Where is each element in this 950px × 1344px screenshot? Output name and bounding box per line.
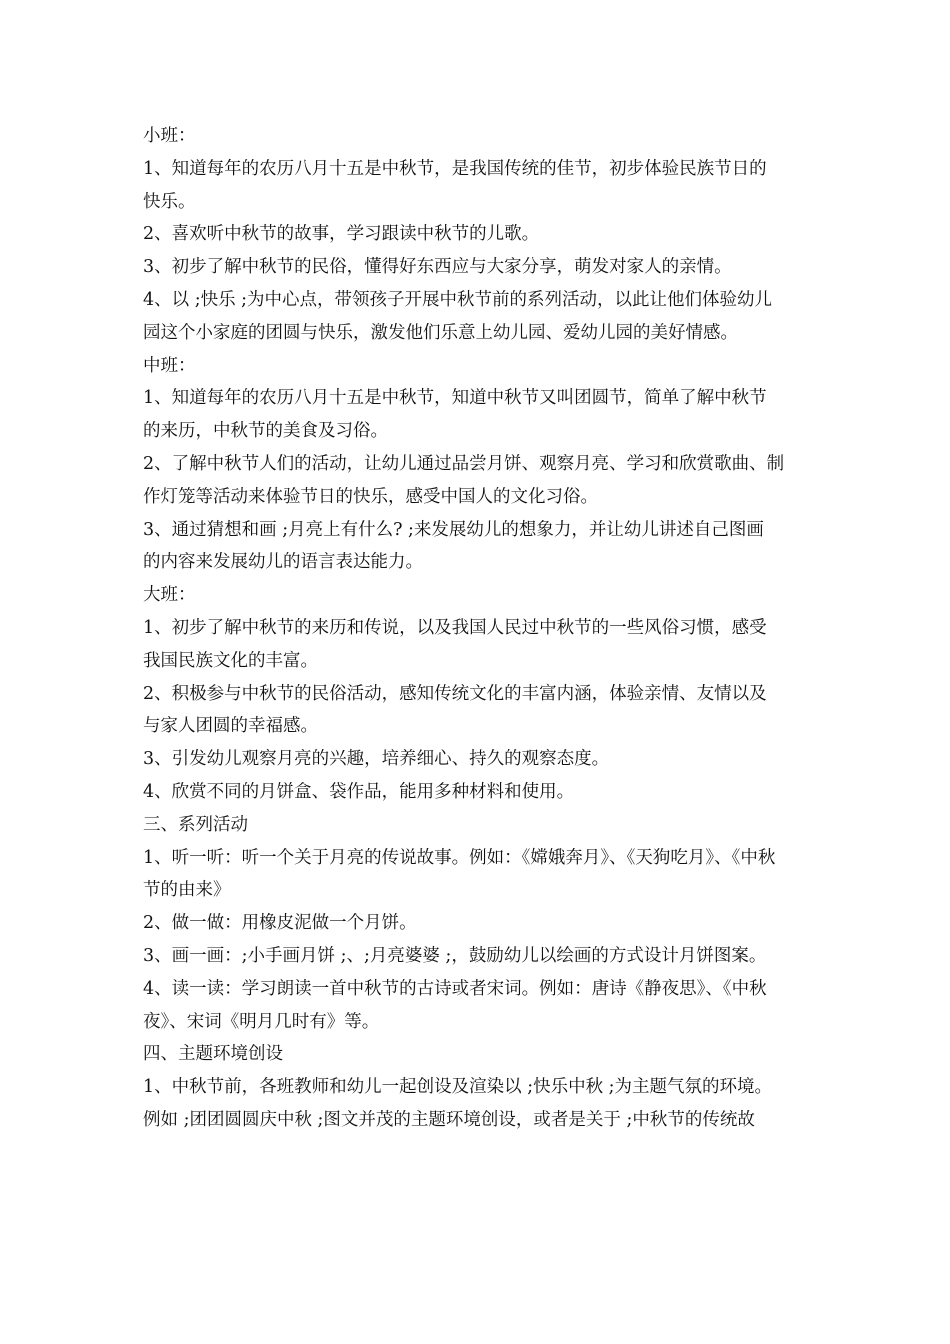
text-line: 我国民族文化的丰富。: [143, 650, 318, 671]
text-line: 3、画一画：;小手画月饼 ;、;月亮婆婆 ;，鼓励幼儿以绘画的方式设计月饼图案。: [143, 945, 767, 966]
text-line: 的来历，中秋节的美食及习俗。: [143, 421, 388, 442]
text-line: 1、初步了解中秋节的来历和传说，以及我国人民过中秋节的一些风俗习惯，感受: [143, 617, 767, 638]
text-line: 快乐。: [143, 191, 196, 212]
text-line: 节的由来》: [143, 880, 231, 901]
text-line: 夜》、宋词《明月几时有》等。: [143, 1011, 380, 1032]
text-line: 与家人团圆的幸福感。: [143, 716, 318, 737]
text-line: 3、初步了解中秋节的民俗，懂得好东西应与大家分享，萌发对家人的亲情。: [143, 257, 732, 278]
document-body: [143, 120, 809, 1137]
text-line: 2、了解中秋节人们的活动，让幼儿通过品尝月饼、观察月亮、学习和欣赏歌曲、制: [143, 453, 785, 474]
text-line: 小班：: [143, 126, 196, 146]
text-line: 4、读一读：学习朗读一首中秋节的古诗或者宋词。例如：唐诗《静夜思》、《中秋: [143, 978, 767, 999]
text-line: 1、中秋节前，各班教师和幼儿一起创设及渲染以 ;快乐中秋 ;为主题气氛的环境。: [143, 1077, 773, 1098]
text-line: 园这个小家庭的团圆与快乐，激发他们乐意上幼儿园、爱幼儿园的美好情感。: [143, 322, 738, 343]
text-line: 3、通过猜想和画 ;月亮上有什么? ;来发展幼儿的想象力，并让幼儿讲述自己图画: [143, 519, 764, 540]
text-line: 的内容来发展幼儿的语言表达能力。: [143, 552, 423, 573]
text-line: 大班：: [143, 585, 196, 606]
text-line: 三、系列活动: [143, 814, 248, 835]
text-line: 1、知道每年的农历八月十五是中秋节，知道中秋节又叫团圆节，简单了解中秋节: [143, 388, 767, 409]
text-line: 2、做一做：用橡皮泥做一个月饼。: [143, 913, 417, 934]
text-line: 2、喜欢听中秋节的故事，学习跟读中秋节的儿歌。: [143, 224, 540, 245]
text-line: 中班：: [143, 355, 196, 376]
text-line: 2、积极参与中秋节的民俗活动，感知传统文化的丰富内涵，体验亲情、友情以及: [143, 683, 767, 704]
text-line: 3、引发幼儿观察月亮的兴趣，培养细心、持久的观察态度。: [143, 749, 610, 770]
text-line: 作灯笼等活动来体验节日的快乐，感受中国人的文化习俗。: [143, 486, 598, 507]
text-line: 四、主题环境创设: [143, 1044, 283, 1065]
text-line: 1、知道每年的农历八月十五是中秋节，是我国传统的佳节，初步体验民族节日的: [143, 158, 767, 179]
text-line: 例如 ;团团圆圆庆中秋 ;图文并茂的主题环境创设，或者是关于 ;中秋节的传统故: [143, 1109, 755, 1130]
text-line: 4、以 ;快乐 ;为中心点，带领孩子开展中秋节前的系列活动，以此让他们体验幼儿: [143, 289, 773, 310]
text-line: 4、欣赏不同的月饼盒、袋作品，能用多种材料和使用。: [143, 781, 575, 802]
text-line: 1、听一听：听一个关于月亮的传说故事。例如：《嫦娥奔月》、《天狗吃月》、《中秋: [143, 847, 776, 868]
